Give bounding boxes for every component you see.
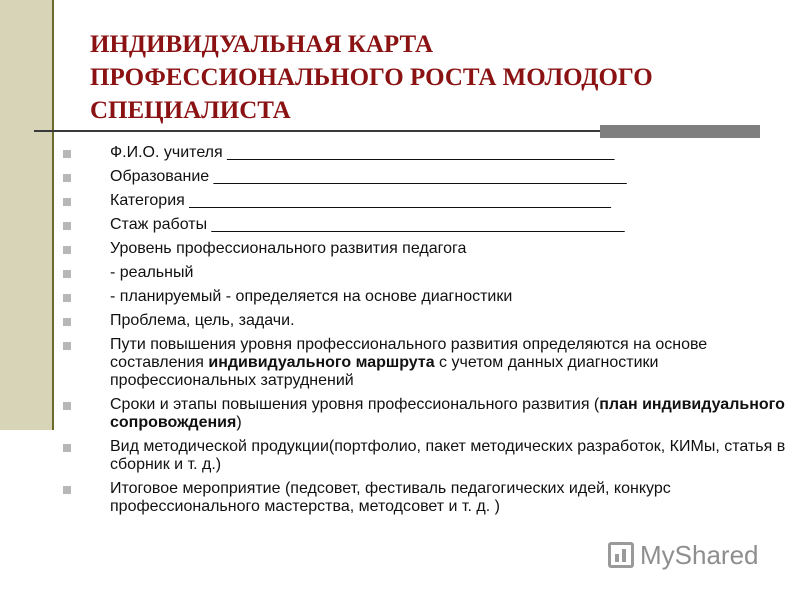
logo-text: MyShared: [640, 539, 759, 570]
fio-blank: _____________________________________________: [227, 144, 615, 161]
category-blank: _________________________________________________: [189, 192, 611, 209]
planned-text: - планируемый - определяется на основе диагностики: [110, 288, 513, 305]
ways-text-before: Пути повышения уровня профессионального развития определяются на основе составления: [110, 336, 708, 371]
education-label: Образование: [110, 168, 214, 185]
list-item-category: [60, 192, 795, 210]
category-label: Категория: [110, 192, 190, 209]
list-item-education: [60, 168, 795, 186]
left-decorative-line: [52, 0, 54, 430]
list-item-terms: [60, 396, 795, 432]
level-text: Уровень профессионального развития педагога: [110, 240, 467, 257]
left-decorative-bar: [0, 0, 52, 430]
myshared-logo-icon: [608, 542, 634, 568]
square-bullet-icon: [63, 222, 71, 230]
final-text: Итоговое мероприятие (педсовет, фестиваль педагогических идей, конкурс профессионального мастерства, методсовет и т. д. ): [110, 480, 671, 515]
product-text: Вид методической продукции(портфолио, пакет методических разработок, КИМы, статья в сборник и т. д.): [110, 438, 786, 473]
ways-text-after: с учетом данных диагностики профессиональных затруднений: [110, 354, 659, 389]
list-item-product: [60, 438, 795, 474]
square-bullet-icon: [63, 294, 71, 302]
terms-text-after: ): [236, 414, 242, 431]
real-text: - реальный: [110, 264, 194, 281]
title-line-3: СПЕЦИАЛИСТА: [90, 97, 291, 124]
content-list: [60, 144, 795, 522]
title-line-2: ПРОФЕССИОНАЛЬНОГО РОСТА МОЛОДОГО: [90, 64, 653, 91]
education-blank: ________________________________________________: [213, 168, 627, 185]
fio-label: Ф.И.О. учителя: [110, 144, 228, 161]
list-item-problem: [60, 312, 795, 330]
title-divider-accent: [600, 125, 760, 138]
slide-title: [90, 28, 780, 127]
myshared-logo[interactable]: [608, 538, 759, 572]
experience-blank: ________________________________________________: [211, 216, 625, 233]
ways-text-bold: индивидуального маршрута: [208, 354, 435, 371]
square-bullet-icon: [63, 174, 71, 182]
list-item-level: [60, 240, 795, 258]
list-item-ways: [60, 336, 795, 390]
experience-label: Стаж работы: [110, 216, 212, 233]
terms-text-before: Сроки и этапы повышения уровня профессионального развития (: [110, 396, 600, 413]
square-bullet-icon: [63, 150, 71, 158]
list-item-final: [60, 480, 795, 516]
list-item-fio: [60, 144, 795, 162]
terms-text-bold: план индивидуального сопровождения: [110, 396, 785, 431]
square-bullet-icon: [63, 342, 71, 350]
square-bullet-icon: [63, 270, 71, 278]
square-bullet-icon: [63, 402, 71, 410]
problem-text: Проблема, цель, задачи.: [110, 312, 295, 329]
square-bullet-icon: [63, 198, 71, 206]
list-item-experience: [60, 216, 795, 234]
square-bullet-icon: [63, 246, 71, 254]
list-item-real: [60, 264, 795, 282]
list-item-planned: [60, 288, 795, 306]
square-bullet-icon: [63, 444, 71, 452]
square-bullet-icon: [63, 318, 71, 326]
title-line-1: ИНДИВИДУАЛЬНАЯ КАРТА: [90, 31, 433, 58]
square-bullet-icon: [63, 486, 71, 494]
